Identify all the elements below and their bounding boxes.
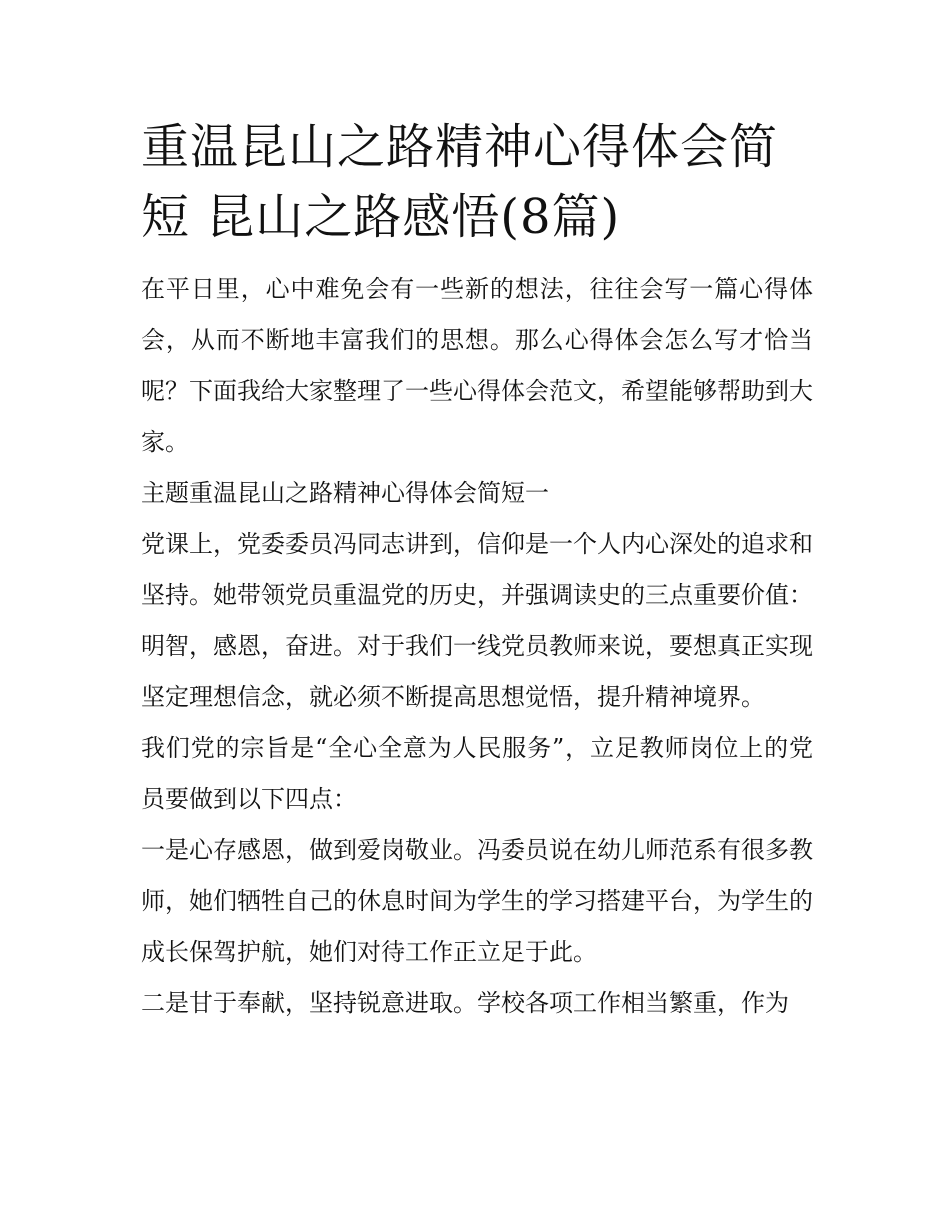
section-heading: 主题重温昆山之路精神心得体会简短一 — [141, 479, 549, 507]
body-paragraph: 一是心存感恩，做到爱岗敬业。冯委员说在幼儿师范系有很多教师，她们牺牲自己的休息时间为学生的学习搭建平台，为学生的成长保驾护航，她们对待工作正立足于此。 — [141, 836, 813, 966]
document-page — [141, 112, 813, 1029]
body-paragraph: 党课上，党委委员冯同志讲到，信仰是一个人内心深处的追求和坚持。她带领党员重温党的历史，并强调读史的三点重要价值：明智，感恩，奋进。对于我们一线党员教师来说，要想真正实现坚定理想信念，就必须不断提高思想觉悟，提升精神境界。 — [141, 530, 813, 711]
document-title: 重温昆山之路精神心得体会简短 昆山之路感悟(8篇) — [141, 119, 779, 245]
body-paragraph: 我们党的宗旨是“全心全意为人民服务”，立足教师岗位上的党员要做到以下四点： — [141, 734, 813, 813]
body-paragraph: 二是甘于奉献，坚持锐意进取。学校各项工作相当繁重，作为 — [141, 989, 789, 1017]
intro-paragraph: 在平日里，心中难免会有一些新的想法，往往会写一篇心得体会，从而不断地丰富我们的思想。那么心得体会怎么写才恰当呢？下面我给大家整理了一些心得体会范文，希望能够帮助到大家。 — [141, 275, 813, 456]
